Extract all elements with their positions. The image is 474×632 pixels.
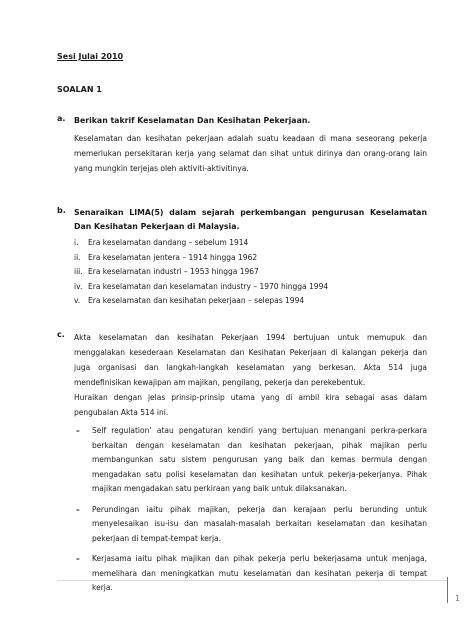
list-item-text: Era keselamatan dandang – sebelum 1914 — [88, 238, 249, 247]
principles-list — [74, 424, 427, 596]
question-c-intro: Akta keselamatan dan kesihatan Pekerjaan 1994 bertujuan untuk memupuk dan menggalakan kesederaan Keselamatan dan Kesihatan Pekerjaan di kalangan pekerja dan juga organisasi dan langkah-langkah keselamatan yang berkesan. Akta 514 juga mendefinisikan kewajipan am majikan, pengilang, pekerja dan perekebentuk. — [74, 333, 427, 387]
list-item-text: Perundingan iaitu pihak majikan, pekerja dan kerajaan perlu berunding untuk menyelesaikan isu-isu dan masalah-masalah berkaitan keselamatan dan kesihatan pekerjaan di tempat-tempat kerja. — [92, 504, 427, 543]
question-heading: SOALAN 1 — [57, 85, 102, 94]
footer-page-marker — [447, 577, 448, 603]
list-item — [74, 280, 427, 295]
list-item — [74, 503, 427, 547]
list-item-number: iii. — [74, 267, 83, 276]
question-a-letter: a. — [57, 114, 66, 123]
list-item-text: Self regulation’ atau pengaturan kendiri yang bertujuan menangani perkra-perkara berkaitan dengan keselamatan dan kesihatan pekerjaan, pihak majikan perlu membangunkan satu sistem pengurusan yang baik dan kemas bermula dengan mengadakan satu polisi keselamatan dan kesihatan untuk pekerja-pekerjanya. Pihak majikan mengadakan satu perkiraan yang baik untuk dilaksanakan. — [92, 426, 427, 493]
list-item-number: ii. — [74, 252, 81, 262]
list-item-text: Kerjasama iaitu pihak majikan dan pihak pekerja perlu bekerjasama untuk menjaga, memelihara dan meningkatkan mutu keselamatan dan kesihatan pekerja di tempat kerja. — [92, 554, 427, 592]
list-item — [74, 251, 427, 266]
list-item — [74, 294, 427, 309]
list-item-number: i. — [74, 238, 79, 247]
question-c-body — [74, 330, 427, 602]
question-b-body — [74, 206, 427, 309]
era-list — [74, 236, 427, 309]
question-c-prompt: Huraikan dengan jelas prinsip-prinsip utama yang di ambil kira sebagai asas dalam pengubalan Akta 514 ini. — [74, 393, 427, 417]
list-item-text: Era keselamatan industri – 1953 hingga 1967 — [88, 267, 259, 276]
question-a-answer: Keselamatan dan kesihatan pekerjaan adalah suatu keadaan di mana seseorang pekerja memerlukan persekitaran kerja yang selamat dan sihat untuk dirinya dan orang-orang lain yang mungkin terjejas oleh aktiviti-aktivitinya. — [74, 134, 427, 173]
footer-divider — [57, 580, 447, 581]
list-item — [74, 552, 427, 596]
question-b-title: Senaraikan LIMA(5) dalam sejarah perkembangan pengurusan Keselamatan Dan Kesihatan Pekerjaan di Malaysia. — [74, 208, 427, 231]
list-item-text: Era keselamatan dan kesihatan pekerjaan – selepas 1994 — [88, 296, 305, 305]
page-number: 1 — [455, 594, 461, 603]
list-item — [74, 424, 427, 497]
question-c-letter: c. — [57, 330, 65, 339]
list-item — [74, 265, 427, 280]
question-a-title: Berikan takrif Keselamatan Dan Kesihatan Pekerjaan. — [74, 116, 311, 125]
dash-bullet: – — [76, 554, 80, 563]
dash-bullet: – — [76, 504, 80, 514]
list-item-number: v. — [74, 296, 81, 305]
dash-bullet: – — [76, 426, 80, 435]
list-item-number: iv. — [74, 281, 83, 291]
session-heading: Sesi Julai 2010 — [57, 52, 124, 61]
list-item-text: Era keselamatan jentera – 1914 hingga 1962 — [88, 252, 258, 262]
list-item — [74, 236, 427, 251]
question-a-body — [74, 114, 427, 176]
question-b-letter: b. — [57, 206, 66, 215]
list-item-text: Era keselamatan dan keselamatan industry – 1970 hingga 1994 — [88, 281, 329, 291]
